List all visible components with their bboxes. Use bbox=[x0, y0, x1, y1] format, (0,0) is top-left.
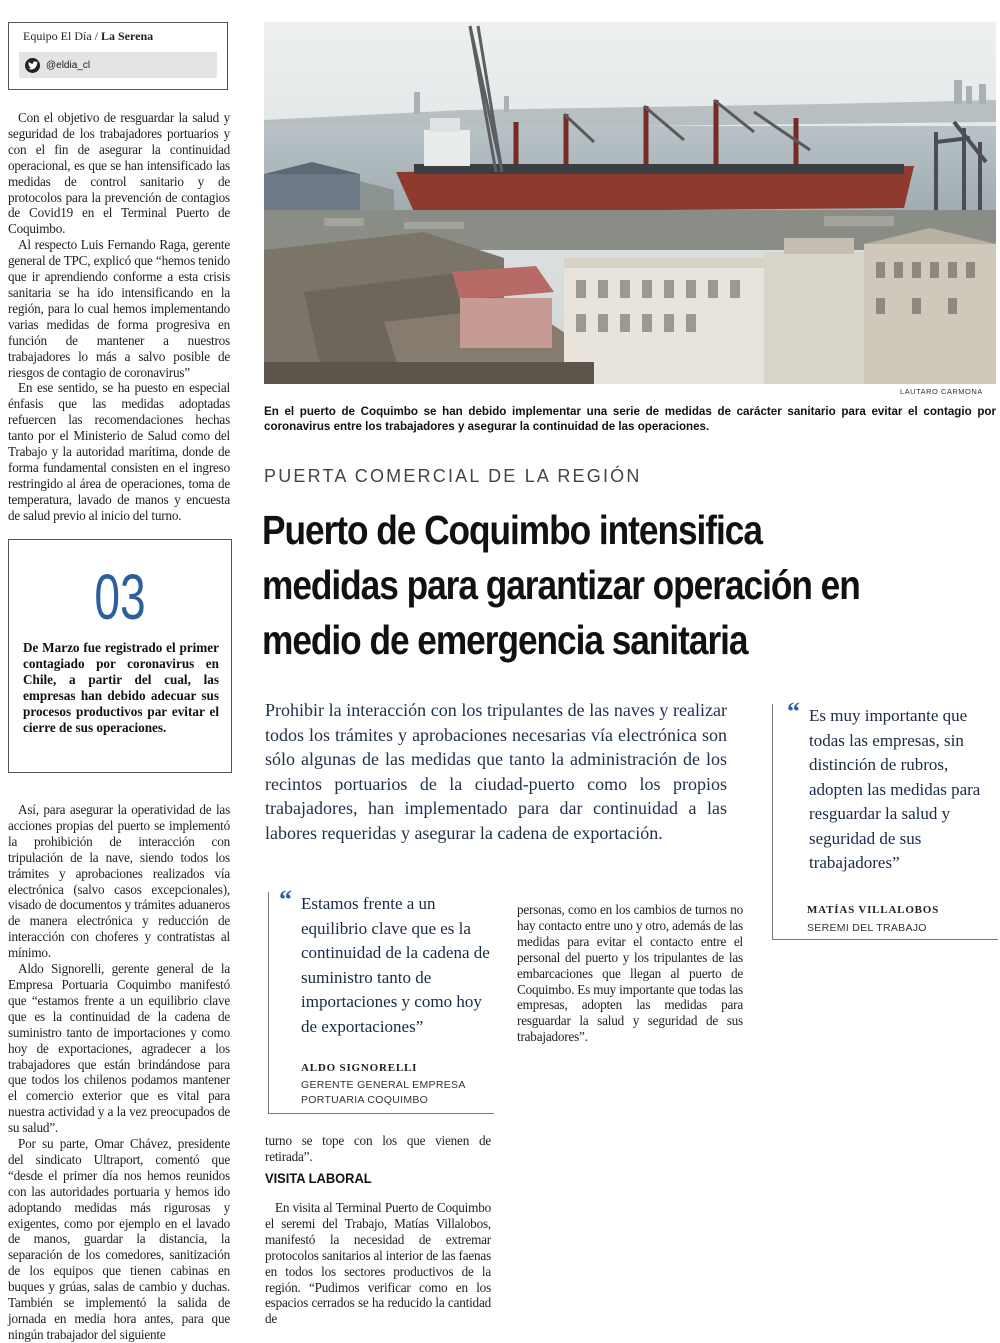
highlight-text: De Marzo fue registrado el primer contagiado por coronavirus en Chile, a partir del cual, las empresas han debido adecuar sus procesos productivos par evitar el cierre de sus operaciones. bbox=[23, 640, 219, 735]
right-column bbox=[517, 902, 743, 1045]
byline-city: La Serena bbox=[101, 29, 154, 43]
quote-mark-icon: “ bbox=[279, 885, 292, 914]
quote-left-role: GERENTE GENERAL EMPRESA PORTUARIA COQUIMBO bbox=[301, 1079, 466, 1106]
paragraph: personas, como en los cambios de turnos no hay contacto entre uno y otro, además de las medidas para evitar el contacto entre el personal del puerto y los tripulantes de las embarcaciones que llegan al puerto de Coquimbo. Es muy importante que todas las empresas, adopten las medidas para resguardar la salud y seguridad de sus trabajadores”. bbox=[517, 902, 743, 1045]
quote-right bbox=[772, 697, 998, 940]
paragraph: Con el objetivo de resguardar la salud y seguridad de los trabajadores portuarios y con el fin de asegurar la continuidad operacional, es que se han intensificado las medidas de control sanitario y de protocolos para la prevención de contagios de Covid19 en el Terminal Puerto de Coquimbo. bbox=[8, 110, 230, 237]
quote-left bbox=[268, 885, 494, 1114]
headline bbox=[262, 503, 993, 668]
left-column-top bbox=[8, 110, 230, 524]
quote-mark-icon: “ bbox=[787, 697, 800, 726]
byline-separator: / bbox=[94, 29, 98, 43]
paragraph: En visita al Terminal Puerto de Coquimbo el seremi del Trabajo, Matías Villalobos, manifestó la necesidad de extremar protocolos sanitarios al interior de las faenas en todos los sectores productivos de la región. “Pudimos verificar como en los espacios cerrados se ha reducido la cantidad de bbox=[265, 1200, 491, 1327]
kicker: PUERTA COMERCIAL DE LA REGIÓN bbox=[264, 466, 642, 486]
twitter-row[interactable] bbox=[19, 52, 217, 78]
photo-caption: En el puerto de Coquimbo se han debido implementar una serie de medidas de carácter sanitario para evitar el contagio por coronavirus entre los trabajadores y asegurar la continuidad de las operaciones. bbox=[264, 405, 996, 433]
headline-line: medidas para garantizar operación en bbox=[262, 562, 860, 608]
highlight-number: 03 bbox=[94, 561, 146, 633]
byline-box bbox=[8, 22, 228, 90]
byline bbox=[23, 29, 213, 44]
quote-right-body bbox=[787, 697, 993, 876]
twitter-icon bbox=[25, 58, 40, 73]
headline-line: Puerto de Coquimbo intensifica bbox=[262, 507, 762, 553]
photo-credit: LAUTARO CARMONA bbox=[900, 387, 983, 396]
byline-team: Equipo El Día bbox=[23, 29, 92, 43]
paragraph: Al respecto Luis Fernando Raga, gerente general de TPC, explicó que “hemos tenido que ir aprendiendo conforme a esta crisis sanitaria se ha ido intensificando en la región, para lo cual hemos implementando varias medidas de forma progresiva en función de mantener a nuestros trabajadores lo más a salvo posible de riesgos de contagio de coronavirus” bbox=[8, 237, 230, 380]
quote-right-author: MATÍAS VILLALOBOS bbox=[807, 904, 940, 916]
twitter-handle: @eldia_cl bbox=[46, 59, 91, 71]
highlight-box bbox=[8, 539, 232, 773]
paragraph: Por su parte, Omar Chávez, presidente del sindicato Ultraport, comentó que “desde el primer día nos hemos reunidos con las autoridades portuaria y hemos ido adoptando medidas más rigurosas y exigentes, como por ejemplo en el lavado de manos, guardar la distancia, la separación de los comedores, sanitización de los equipos que tienen cabinas en buques y grúas, salas de cambio y duchas. También se implementó la salida de jornada en media hora antes, para que ningún trabajador del siguiente bbox=[8, 1136, 230, 1342]
quote-right-role: SEREMI DEL TRABAJO bbox=[807, 922, 927, 934]
section-title: VISITA LABORAL bbox=[265, 1170, 372, 1186]
quote-left-text: Estamos frente a un equilibrio clave que es la continuidad de la cadena de suministro tanto de importaciones y como hoy de exportaciones” bbox=[301, 894, 490, 1036]
paragraph: turno se tope con los que vienen de retirada”. bbox=[265, 1133, 491, 1164]
quote-right-text: Es muy importante que todas las empresas, sin distinción de rubros, adopten las medidas para resguardar la salud y seguridad de sus trabajadores” bbox=[809, 706, 981, 872]
deck: Prohibir la interacción con los tripulantes de las naves y realizar todos los trámites y aprobaciones necesarias vía electrónica son sólo algunas de las medidas que tanto la administración de los recintos portuarios de la ciudad-puerto como los propios trabajadores, han implementado para dar continuidad a las labores requeridas y asegurar la cadena de exportación. bbox=[265, 700, 727, 843]
left-column-bottom bbox=[8, 802, 230, 1343]
paragraph: En ese sentido, se ha puesto en especial énfasis que las medidas adoptadas refuercen las recomendaciones hechas tanto por el Ministerio de Salud como del Trabajo y la autoridad marítima, donde de forma fundamental consisten en el ingreso restringido al área de operaciones, toma de temperatura, lavado de manos y encuesta de salud previo al inicio del turno. bbox=[8, 380, 230, 523]
quote-left-body bbox=[279, 885, 491, 1039]
quote-left-author: ALDO SIGNORELLI bbox=[301, 1062, 418, 1074]
headline-line: medio de emergencia sanitaria bbox=[262, 617, 748, 663]
port-photo bbox=[264, 22, 996, 384]
visita-laboral-text bbox=[265, 1200, 491, 1327]
middle-continuation bbox=[265, 1133, 491, 1165]
paragraph: Así, para asegurar la operatividad de las acciones propias del puerto se implementó la prohibición de interacción con tripulación de la nave, siendo todos los trámites y aprobaciones realizados vía electrónica (salvo casos excepcionales), visado de documentos y trámites aduaneros de manera electrónica y reducción de interacción con choferes y contratistas al mínimo. bbox=[8, 802, 230, 961]
paragraph: Aldo Signorelli, gerente general de la Empresa Portuaria Coquimbo manifestó que “estamos frente a un equilibrio clave que es la continuidad de la cadena de suministro tanto de importaciones y como hoy de exportaciones, agradecer a los trabajadores que están brindándose para que todos los chilenos podamos mantener el comercio exterior que es vital para nuestra actividad y a la vez preocupados de su salud”. bbox=[8, 961, 230, 1136]
port-illustration bbox=[264, 22, 996, 384]
